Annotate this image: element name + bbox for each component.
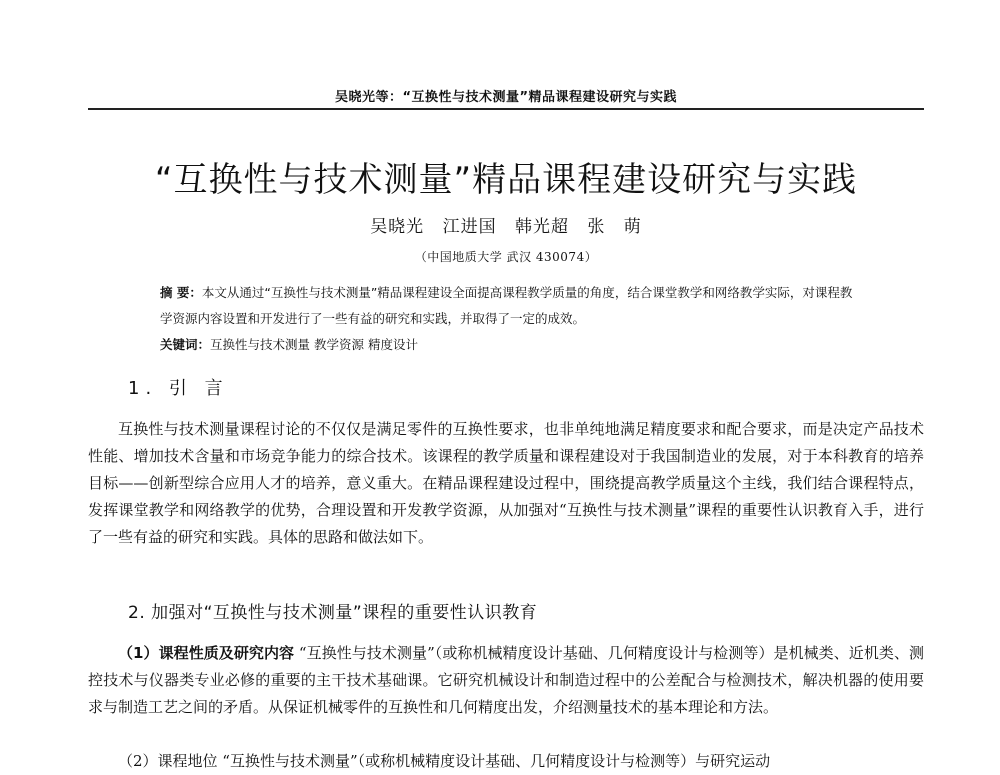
keywords-text: 互换性与技术测量 教学资源 精度设计 xyxy=(210,337,418,352)
abstract-label: 摘 要： xyxy=(160,285,202,300)
section-heading-importance: 2. 加强对“互换性与技术测量”课程的重要性认识教育 xyxy=(128,603,538,623)
affiliation: （中国地质大学 武汉 430074） xyxy=(414,250,598,264)
abstract-text: 本文从通过“互换性与技术测量”精品课程建设全面提高课程教学质量的角度，结合课堂教学和网络教学实际，对课程教学资源内容设置和开发进行了一些有益的研究和实践，并取得了一定的成效。 xyxy=(160,285,853,326)
paragraph-body: “互换性与技术测量”（或称机械精度设计基础、几何精度设计与检测等）是机械类、近机类、测控技术与仪器类专业必修的重要的主干技术基础课。它研究机械设计和制造过程中的公差配合与检测技术，解决机器的使用要求与制造工艺之间的矛盾。从保证机械零件的互换性和几何精度出发，介绍测量技术的基本理论和方法。 xyxy=(88,644,924,716)
truncated-paragraph: （2）课程地位 “互换性与技术测量”（或称机械精度设计基础、几何精度设计与检测等）与研究运动 xyxy=(118,752,771,770)
introduction-paragraph: 互换性与技术测量课程讨论的不仅仅是满足零件的互换性要求，也非单纯地满足精度要求和配合要求，而是决定产品技术性能、增加技术含量和市场竞争能力的综合技术。该课程的教学质量和课程建设对于我国制造业的发展，对于本科教育的培养目标——创新型综合应用人才的培养，意义重大。在精品课程建设过程中，围绕提高教学质量这个主线，我们结合课程特点，发挥课堂教学和网络教学的优势，合理设置和开发教学资源，从加强对“互换性与技术测量”课程的重要性认识教育入手，进行了一些有益的研究和实践。具体的思路和做法如下。 xyxy=(88,420,924,546)
abstract xyxy=(160,280,860,332)
author-list: 吴晓光 江进国 韩光超 张 萌 xyxy=(370,217,642,237)
keywords xyxy=(160,335,860,353)
course-nature-paragraph xyxy=(88,640,924,721)
section-heading-introduction: 1. 引 言 xyxy=(128,378,229,399)
keywords-label: 关键词： xyxy=(160,337,211,352)
paper-title: “互换性与技术测量”精品课程建设研究与实践 xyxy=(154,160,858,200)
header-rule xyxy=(88,108,924,110)
paragraph-lead: （1）课程性质及研究内容 xyxy=(118,644,295,662)
running-head: 吴晓光等：“互换性与技术测量”精品课程建设研究与实践 xyxy=(334,90,678,105)
